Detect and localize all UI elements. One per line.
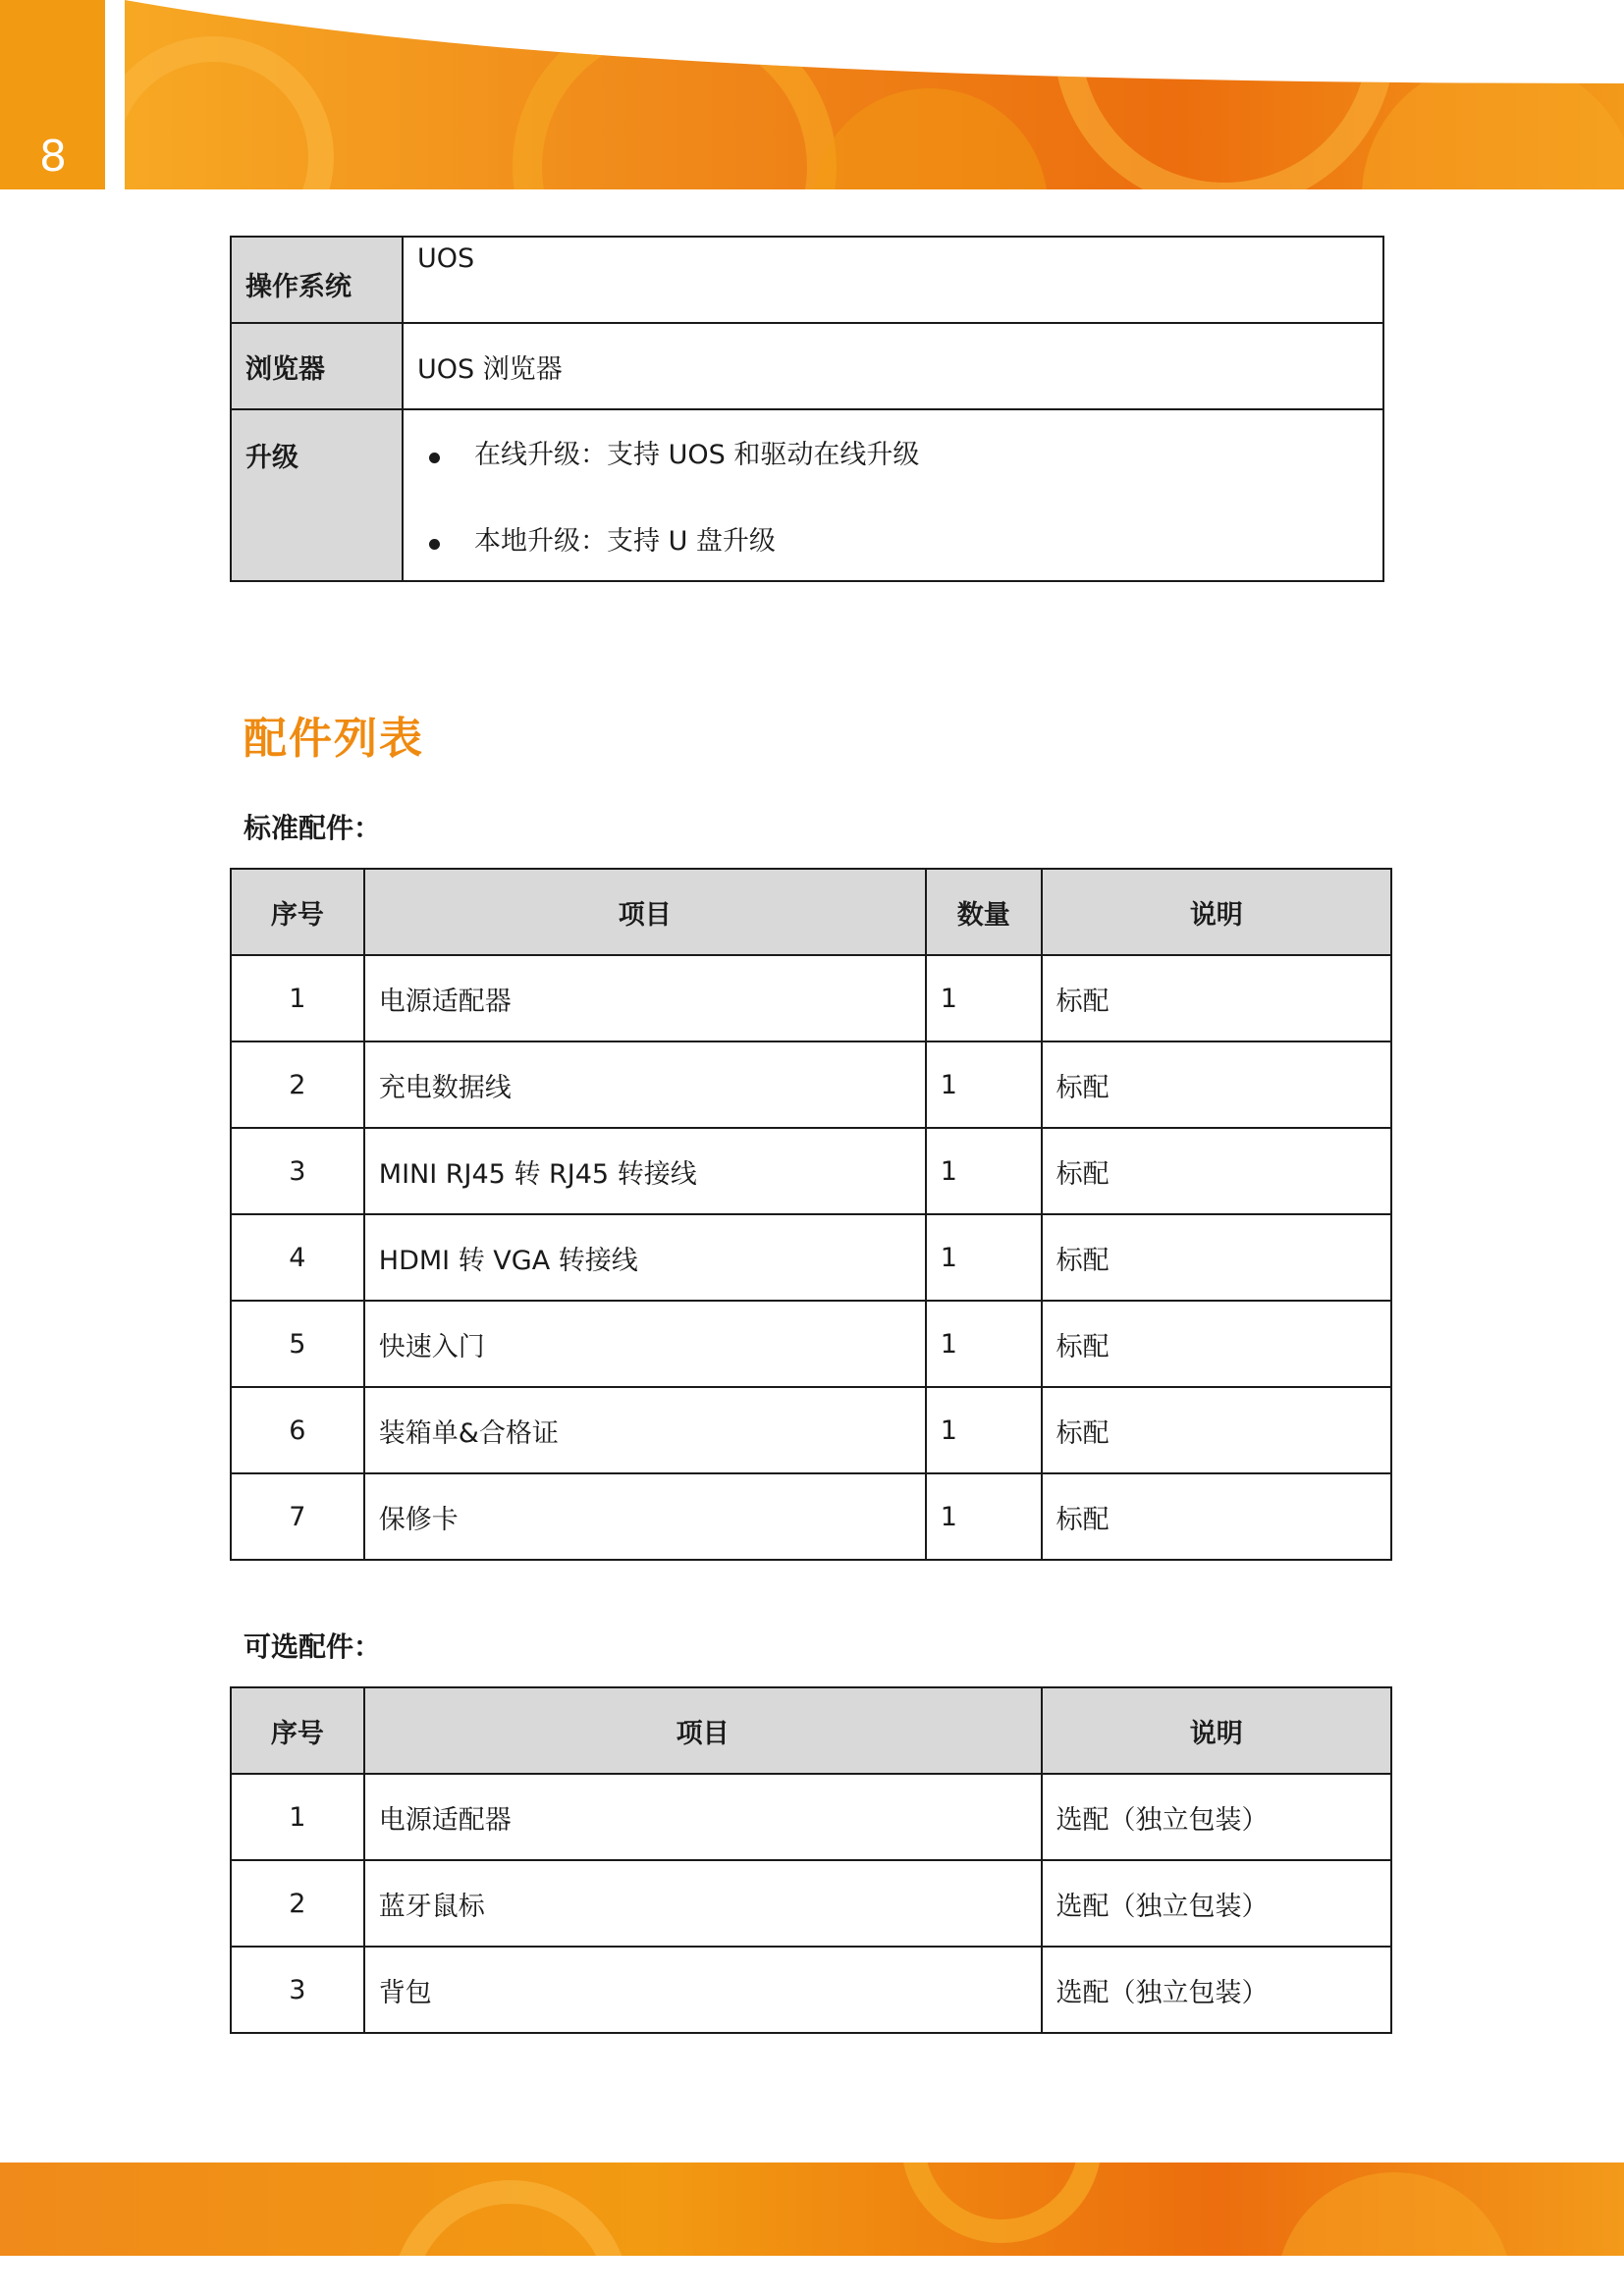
page-number: 8 bbox=[39, 132, 67, 182]
table-cell: 保修卡 bbox=[364, 1473, 926, 1560]
table-row bbox=[231, 1214, 1391, 1301]
table-row bbox=[231, 1128, 1391, 1214]
table-header-row bbox=[231, 1687, 1391, 1774]
table-cell: 标配 bbox=[1042, 1301, 1391, 1387]
spec-row-os bbox=[231, 237, 1383, 323]
standard-accessories-title: 标准配件： bbox=[244, 812, 382, 844]
footer-banner bbox=[0, 2163, 1624, 2256]
spec-key: 操作系统 bbox=[231, 237, 403, 323]
table-cell: 标配 bbox=[1042, 1128, 1391, 1214]
table-row bbox=[231, 1301, 1391, 1387]
table-cell: 2 bbox=[231, 1860, 364, 1947]
bullet-item bbox=[417, 436, 1369, 475]
table-row bbox=[231, 1041, 1391, 1128]
table-cell: 1 bbox=[231, 1774, 364, 1860]
section-title: 配件列表 bbox=[244, 714, 424, 764]
table-cell: 选配（独立包装） bbox=[1042, 1774, 1391, 1860]
table-row bbox=[231, 1860, 1391, 1947]
table-row bbox=[231, 1473, 1391, 1560]
table-cell: 1 bbox=[231, 955, 364, 1041]
spec-key: 浏览器 bbox=[231, 323, 403, 409]
table-cell: 1 bbox=[926, 1301, 1042, 1387]
table-cell: 电源适配器 bbox=[364, 1774, 1042, 1860]
bullet-dot-icon bbox=[429, 539, 440, 550]
table-cell: 1 bbox=[926, 1041, 1042, 1128]
header-banner bbox=[125, 0, 1624, 189]
table-cell: 选配（独立包装） bbox=[1042, 1860, 1391, 1947]
col-header-item: 项目 bbox=[364, 869, 926, 955]
table-cell: 3 bbox=[231, 1128, 364, 1214]
table-cell: 2 bbox=[231, 1041, 364, 1128]
spec-row-upgrade bbox=[231, 409, 1383, 581]
table-cell: 充电数据线 bbox=[364, 1041, 926, 1128]
table-cell: 1 bbox=[926, 1214, 1042, 1301]
table-cell: MINI RJ45 转 RJ45 转接线 bbox=[364, 1128, 926, 1214]
bullet-item bbox=[417, 522, 1369, 561]
spec-table bbox=[230, 236, 1384, 582]
table-cell: 装箱单&合格证 bbox=[364, 1387, 926, 1473]
standard-table-body bbox=[231, 955, 1391, 1560]
standard-accessories-table bbox=[230, 868, 1392, 1561]
col-header-note: 说明 bbox=[1042, 1687, 1391, 1774]
table-cell: 标配 bbox=[1042, 1473, 1391, 1560]
table-cell: 标配 bbox=[1042, 1387, 1391, 1473]
table-cell: 1 bbox=[926, 1387, 1042, 1473]
table-cell: 蓝牙鼠标 bbox=[364, 1860, 1042, 1947]
optional-accessories-title: 可选配件： bbox=[244, 1630, 382, 1663]
col-header-item: 项目 bbox=[364, 1687, 1042, 1774]
table-header-row bbox=[231, 869, 1391, 955]
col-header-index: 序号 bbox=[231, 869, 364, 955]
col-header-note: 说明 bbox=[1042, 869, 1391, 955]
spec-key: 升级 bbox=[231, 409, 403, 581]
optional-table-body bbox=[231, 1774, 1391, 2033]
table-cell: 7 bbox=[231, 1473, 364, 1560]
col-header-index: 序号 bbox=[231, 1687, 364, 1774]
table-cell: 标配 bbox=[1042, 1041, 1391, 1128]
spec-row-browser bbox=[231, 323, 1383, 409]
table-cell: 1 bbox=[926, 1128, 1042, 1214]
table-cell: 1 bbox=[926, 1473, 1042, 1560]
table-cell: 6 bbox=[231, 1387, 364, 1473]
bullet-text: 在线升级：支持 UOS 和驱动在线升级 bbox=[474, 440, 920, 470]
table-row bbox=[231, 1947, 1391, 2033]
table-row bbox=[231, 955, 1391, 1041]
spec-value: UOS bbox=[403, 237, 1383, 323]
optional-accessories-table bbox=[230, 1686, 1392, 2034]
spec-value bbox=[403, 409, 1383, 581]
bullet-text: 本地升级：支持 U 盘升级 bbox=[474, 526, 776, 557]
upgrade-bullet-list bbox=[417, 410, 1369, 561]
col-header-qty: 数量 bbox=[926, 869, 1042, 955]
table-cell: 标配 bbox=[1042, 955, 1391, 1041]
bullet-dot-icon bbox=[429, 453, 440, 463]
table-cell: 快速入门 bbox=[364, 1301, 926, 1387]
table-cell: 标配 bbox=[1042, 1214, 1391, 1301]
table-row bbox=[231, 1387, 1391, 1473]
table-cell: HDMI 转 VGA 转接线 bbox=[364, 1214, 926, 1301]
table-cell: 4 bbox=[231, 1214, 364, 1301]
table-cell: 5 bbox=[231, 1301, 364, 1387]
table-cell: 3 bbox=[231, 1947, 364, 2033]
table-cell: 选配（独立包装） bbox=[1042, 1947, 1391, 2033]
table-cell: 电源适配器 bbox=[364, 955, 926, 1041]
table-cell: 1 bbox=[926, 955, 1042, 1041]
table-cell: 背包 bbox=[364, 1947, 1042, 2033]
table-row bbox=[231, 1774, 1391, 1860]
spec-value: UOS 浏览器 bbox=[403, 323, 1383, 409]
